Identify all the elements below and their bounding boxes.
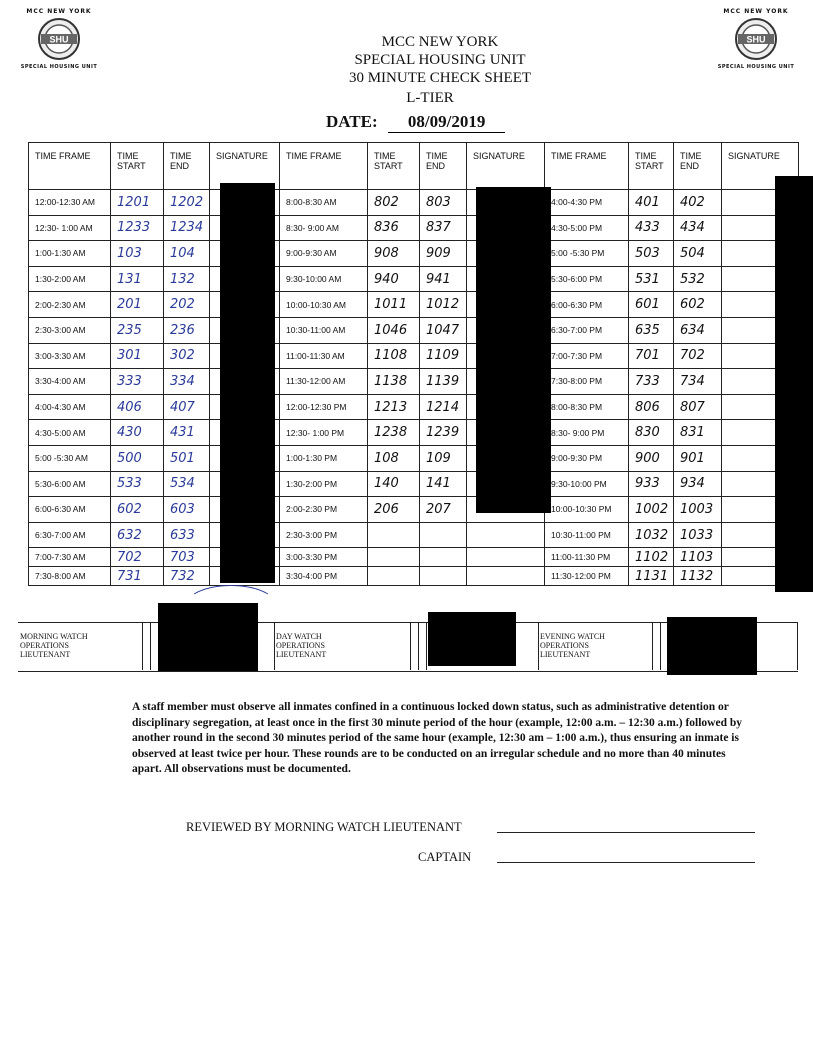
time-frame-morning: 12:30- 1:00 AM xyxy=(29,215,111,241)
time-start-day[interactable] xyxy=(368,567,420,586)
time-end-evening[interactable]: 1103 xyxy=(674,548,722,567)
time-frame-morning: 5:00 -5:30 AM xyxy=(29,445,111,471)
time-start-morning[interactable]: 632 xyxy=(111,522,164,548)
time-start-day[interactable]: 802 xyxy=(368,190,420,216)
time-frame-evening: 5:30-6:00 PM xyxy=(545,266,629,292)
time-frame-morning: 2:30-3:00 AM xyxy=(29,317,111,343)
time-end-evening[interactable]: 1132 xyxy=(674,567,722,586)
time-start-day[interactable]: 1238 xyxy=(368,420,420,446)
time-end-morning[interactable]: 407 xyxy=(164,394,210,420)
time-frame-morning: 6:30-7:00 AM xyxy=(29,522,111,548)
table-row xyxy=(29,394,799,420)
table-row xyxy=(29,567,799,586)
time-frame-evening: 9:30-10:00 PM xyxy=(545,471,629,497)
time-start-evening[interactable]: 733 xyxy=(629,369,674,395)
time-frame-day: 12:30- 1:00 PM xyxy=(280,420,368,446)
review-lieutenant-label: REVIEWED BY MORNING WATCH LIEUTENANT xyxy=(186,820,462,834)
time-end-day[interactable] xyxy=(420,567,467,586)
signature-day xyxy=(467,548,545,567)
time-end-evening[interactable]: 734 xyxy=(674,369,722,395)
time-start-morning[interactable]: 602 xyxy=(111,497,164,523)
time-frame-evening: 9:00-9:30 PM xyxy=(545,445,629,471)
time-frame-day: 9:00-9:30 AM xyxy=(280,241,368,267)
redacted-signature-day xyxy=(476,187,551,513)
time-start-day[interactable]: 940 xyxy=(368,266,420,292)
time-frame-day: 9:30-10:00 AM xyxy=(280,266,368,292)
review-captain-label: CAPTAIN xyxy=(418,850,472,864)
observation-policy-note: A staff member must observe all inmates confined in a continuous locked down status, such as administrative detention or disciplinary segregation, at least once in the first 30 minute period of the hour (example, 12:00 a.m. – 12:30 a.m.) followed by another round in the second 30 minutes period of the same hour (example, 12:30 am – 1:00 a.m.), thus ensuring an inmate is observed at least twice per hour. These rounds are to be conducted on an irregular schedule and no more than 40 minutes apart. All observations must be documented. xyxy=(132,701,742,775)
time-end-morning[interactable]: 236 xyxy=(164,317,210,343)
time-end-day[interactable]: 141 xyxy=(420,471,467,497)
time-start-evening[interactable]: 635 xyxy=(629,317,674,343)
signature-day xyxy=(467,567,545,586)
time-frame-day: 10:00-10:30 AM xyxy=(280,292,368,318)
check-table xyxy=(28,142,799,586)
time-frame-evening: 6:00-6:30 PM xyxy=(545,292,629,318)
seal-bottom-text: SPECIAL HOUSING UNIT xyxy=(717,64,795,70)
time-frame-evening: 4:00-4:30 PM xyxy=(545,190,629,216)
col-time-end: TIME END xyxy=(420,143,467,190)
time-start-evening[interactable]: 401 xyxy=(629,190,674,216)
time-start-evening[interactable]: 701 xyxy=(629,343,674,369)
time-start-day[interactable]: 1213 xyxy=(368,394,420,420)
time-frame-evening: 8:00-8:30 PM xyxy=(545,394,629,420)
time-frame-morning: 3:30-4:00 AM xyxy=(29,369,111,395)
time-end-morning[interactable]: 132 xyxy=(164,266,210,292)
table-row xyxy=(29,420,799,446)
time-start-morning[interactable]: 1201 xyxy=(111,190,164,216)
seal-top-text: MCC NEW YORK xyxy=(26,8,92,15)
time-start-day[interactable]: 1138 xyxy=(368,369,420,395)
morning-watch-label: MORNING WATCH OPERATIONS LIEUTENANT xyxy=(20,632,88,659)
time-end-morning[interactable]: 732 xyxy=(164,567,210,586)
time-start-morning[interactable]: 430 xyxy=(111,420,164,446)
seal-emblem-text: SHU xyxy=(746,34,766,45)
col-time-start: TIME START xyxy=(368,143,420,190)
signature-day xyxy=(467,522,545,548)
time-frame-day: 8:00-8:30 AM xyxy=(280,190,368,216)
table-row xyxy=(29,343,799,369)
time-start-morning[interactable]: 235 xyxy=(111,317,164,343)
time-frame-evening: 5:00 -5:30 PM xyxy=(545,241,629,267)
time-start-day[interactable] xyxy=(368,522,420,548)
time-frame-evening: 10:30-11:00 PM xyxy=(545,522,629,548)
time-end-day[interactable]: 109 xyxy=(420,445,467,471)
time-end-evening[interactable]: 504 xyxy=(674,241,722,267)
time-start-evening[interactable]: 1131 xyxy=(629,567,674,586)
time-frame-day: 8:30- 9:00 AM xyxy=(280,215,368,241)
time-start-day[interactable]: 108 xyxy=(368,445,420,471)
time-end-morning[interactable]: 431 xyxy=(164,420,210,446)
time-end-day[interactable]: 1012 xyxy=(420,292,467,318)
time-end-evening[interactable]: 1003 xyxy=(674,497,722,523)
time-end-day[interactable]: 909 xyxy=(420,241,467,267)
time-start-evening[interactable]: 806 xyxy=(629,394,674,420)
table-row xyxy=(29,190,799,216)
time-end-day[interactable]: 1109 xyxy=(420,343,467,369)
col-signature: SIGNATURE xyxy=(210,143,280,190)
header-line4: L-TIER xyxy=(406,90,454,106)
time-end-morning[interactable]: 334 xyxy=(164,369,210,395)
time-start-day[interactable]: 140 xyxy=(368,471,420,497)
seal-top-text: MCC NEW YORK xyxy=(723,8,789,15)
time-frame-evening: 7:00-7:30 PM xyxy=(545,343,629,369)
time-start-day[interactable]: 908 xyxy=(368,241,420,267)
time-frame-morning: 5:30-6:00 AM xyxy=(29,471,111,497)
time-end-day[interactable]: 207 xyxy=(420,497,467,523)
table-header-row xyxy=(29,143,799,190)
time-start-morning[interactable]: 103 xyxy=(111,241,164,267)
seal-bottom-text: SPECIAL HOUSING UNIT xyxy=(20,64,98,70)
time-start-evening[interactable]: 433 xyxy=(629,215,674,241)
time-end-morning[interactable]: 202 xyxy=(164,292,210,318)
time-start-morning[interactable]: 131 xyxy=(111,266,164,292)
time-frame-morning: 2:00-2:30 AM xyxy=(29,292,111,318)
col-time-frame: TIME FRAME xyxy=(29,143,111,190)
time-frame-day: 10:30-11:00 AM xyxy=(280,317,368,343)
seal-emblem-icon xyxy=(734,17,778,61)
time-start-morning[interactable]: 201 xyxy=(111,292,164,318)
time-frame-evening: 11:30-12:00 PM xyxy=(545,567,629,586)
time-end-evening[interactable]: 702 xyxy=(674,343,722,369)
header-line1: MCC NEW YORK xyxy=(381,34,499,50)
day-watch-label: DAY WATCH OPERATIONS LIEUTENANT xyxy=(276,632,327,659)
time-frame-evening: 11:00-11:30 PM xyxy=(545,548,629,567)
time-start-evening[interactable]: 830 xyxy=(629,420,674,446)
table-row xyxy=(29,292,799,318)
time-end-morning[interactable]: 534 xyxy=(164,471,210,497)
header-line2: SPECIAL HOUSING UNIT xyxy=(354,52,526,68)
time-end-evening[interactable]: 402 xyxy=(674,190,722,216)
time-frame-morning: 1:30-2:00 AM xyxy=(29,266,111,292)
time-start-evening[interactable]: 601 xyxy=(629,292,674,318)
table-row xyxy=(29,369,799,395)
time-end-day[interactable]: 941 xyxy=(420,266,467,292)
date-value: 08/09/2019 xyxy=(388,112,505,133)
time-end-morning[interactable]: 1202 xyxy=(164,190,210,216)
seal-left xyxy=(18,8,100,70)
time-end-day[interactable]: 1239 xyxy=(420,420,467,446)
time-start-morning[interactable]: 406 xyxy=(111,394,164,420)
time-start-morning[interactable]: 702 xyxy=(111,548,164,567)
redacted-signature-morning xyxy=(220,183,275,583)
time-start-day[interactable]: 1046 xyxy=(368,317,420,343)
table-row xyxy=(29,522,799,548)
time-end-day[interactable]: 803 xyxy=(420,190,467,216)
time-frame-morning: 12:00-12:30 AM xyxy=(29,190,111,216)
time-frame-morning: 4:30-5:00 AM xyxy=(29,420,111,446)
time-frame-morning: 7:00-7:30 AM xyxy=(29,548,111,567)
time-end-day[interactable]: 1047 xyxy=(420,317,467,343)
time-start-day[interactable] xyxy=(368,548,420,567)
time-start-day[interactable]: 206 xyxy=(368,497,420,523)
time-frame-day: 1:30-2:00 PM xyxy=(280,471,368,497)
time-frame-morning: 4:00-4:30 AM xyxy=(29,394,111,420)
table-row xyxy=(29,471,799,497)
time-end-evening[interactable]: 1033 xyxy=(674,522,722,548)
time-end-morning[interactable]: 703 xyxy=(164,548,210,567)
header-line3: 30 MINUTE CHECK SHEET xyxy=(348,70,532,86)
time-start-morning[interactable]: 533 xyxy=(111,471,164,497)
seal-right xyxy=(715,8,797,70)
review-lieutenant-signature-line[interactable] xyxy=(497,832,755,833)
time-end-day[interactable]: 1139 xyxy=(420,369,467,395)
time-end-evening[interactable]: 532 xyxy=(674,266,722,292)
time-frame-day: 12:00-12:30 PM xyxy=(280,394,368,420)
time-frame-evening: 6:30-7:00 PM xyxy=(545,317,629,343)
time-start-morning[interactable]: 1233 xyxy=(111,215,164,241)
col-signature: SIGNATURE xyxy=(467,143,545,190)
time-start-morning[interactable]: 731 xyxy=(111,567,164,586)
time-frame-day: 3:30-4:00 PM xyxy=(280,567,368,586)
time-frame-day: 3:00-3:30 PM xyxy=(280,548,368,567)
time-end-day[interactable]: 837 xyxy=(420,215,467,241)
table-row xyxy=(29,241,799,267)
redacted-morning-lieutenant xyxy=(158,603,258,671)
redacted-evening-lieutenant xyxy=(667,617,757,675)
time-end-evening[interactable]: 831 xyxy=(674,420,722,446)
time-start-morning[interactable]: 301 xyxy=(111,343,164,369)
time-start-day[interactable]: 1108 xyxy=(368,343,420,369)
col-time-start: TIME START xyxy=(629,143,674,190)
time-frame-day: 11:00-11:30 AM xyxy=(280,343,368,369)
col-time-frame: TIME FRAME xyxy=(545,143,629,190)
time-end-day[interactable]: 1214 xyxy=(420,394,467,420)
time-start-evening[interactable]: 531 xyxy=(629,266,674,292)
time-frame-day: 1:00-1:30 PM xyxy=(280,445,368,471)
redacted-day-lieutenant xyxy=(428,612,516,666)
time-end-morning[interactable]: 1234 xyxy=(164,215,210,241)
time-frame-evening: 8:30- 9:00 PM xyxy=(545,420,629,446)
redacted-signature-evening xyxy=(775,176,813,592)
time-start-evening[interactable]: 503 xyxy=(629,241,674,267)
table-row xyxy=(29,445,799,471)
time-frame-day: 2:00-2:30 PM xyxy=(280,497,368,523)
col-time-end: TIME END xyxy=(164,143,210,190)
time-frame-morning: 1:00-1:30 AM xyxy=(29,241,111,267)
time-frame-morning: 3:00-3:30 AM xyxy=(29,343,111,369)
time-end-evening[interactable]: 602 xyxy=(674,292,722,318)
time-end-evening[interactable]: 434 xyxy=(674,215,722,241)
time-frame-day: 11:30-12:00 AM xyxy=(280,369,368,395)
date-line xyxy=(326,112,505,133)
time-start-evening[interactable]: 933 xyxy=(629,471,674,497)
time-end-morning[interactable]: 302 xyxy=(164,343,210,369)
col-time-frame: TIME FRAME xyxy=(280,143,368,190)
time-end-morning[interactable]: 603 xyxy=(164,497,210,523)
time-frame-evening: 10:00-10:30 PM xyxy=(545,497,629,523)
table-row xyxy=(29,497,799,523)
seal-emblem-text: SHU xyxy=(49,34,69,45)
time-start-day[interactable]: 836 xyxy=(368,215,420,241)
time-start-morning[interactable]: 333 xyxy=(111,369,164,395)
time-end-day[interactable] xyxy=(420,522,467,548)
time-start-day[interactable]: 1011 xyxy=(368,292,420,318)
time-frame-day: 2:30-3:00 PM xyxy=(280,522,368,548)
time-start-evening[interactable]: 1102 xyxy=(629,548,674,567)
time-start-evening[interactable]: 1002 xyxy=(629,497,674,523)
table-row xyxy=(29,266,799,292)
time-start-morning[interactable]: 500 xyxy=(111,445,164,471)
col-time-start: TIME START xyxy=(111,143,164,190)
time-end-evening[interactable]: 807 xyxy=(674,394,722,420)
table-row xyxy=(29,317,799,343)
col-time-end: TIME END xyxy=(674,143,722,190)
seal-emblem-icon xyxy=(37,17,81,61)
date-label: DATE: xyxy=(326,112,378,131)
time-frame-evening: 7:30-8:00 PM xyxy=(545,369,629,395)
time-start-evening[interactable]: 1032 xyxy=(629,522,674,548)
time-end-day[interactable] xyxy=(420,548,467,567)
time-end-morning[interactable]: 104 xyxy=(164,241,210,267)
time-frame-morning: 7:30-8:00 AM xyxy=(29,567,111,586)
time-frame-evening: 4:30-5:00 PM xyxy=(545,215,629,241)
time-frame-morning: 6:00-6:30 AM xyxy=(29,497,111,523)
time-end-morning[interactable]: 501 xyxy=(164,445,210,471)
table-row xyxy=(29,548,799,567)
time-start-evening[interactable]: 900 xyxy=(629,445,674,471)
time-end-evening[interactable]: 901 xyxy=(674,445,722,471)
col-signature: SIGNATURE xyxy=(722,143,799,190)
time-end-morning[interactable]: 633 xyxy=(164,522,210,548)
time-end-evening[interactable]: 934 xyxy=(674,471,722,497)
review-captain-signature-line[interactable] xyxy=(497,862,755,863)
evening-watch-label: EVENING WATCH OPERATIONS LIEUTENANT xyxy=(540,632,605,659)
table-row xyxy=(29,215,799,241)
time-end-evening[interactable]: 634 xyxy=(674,317,722,343)
